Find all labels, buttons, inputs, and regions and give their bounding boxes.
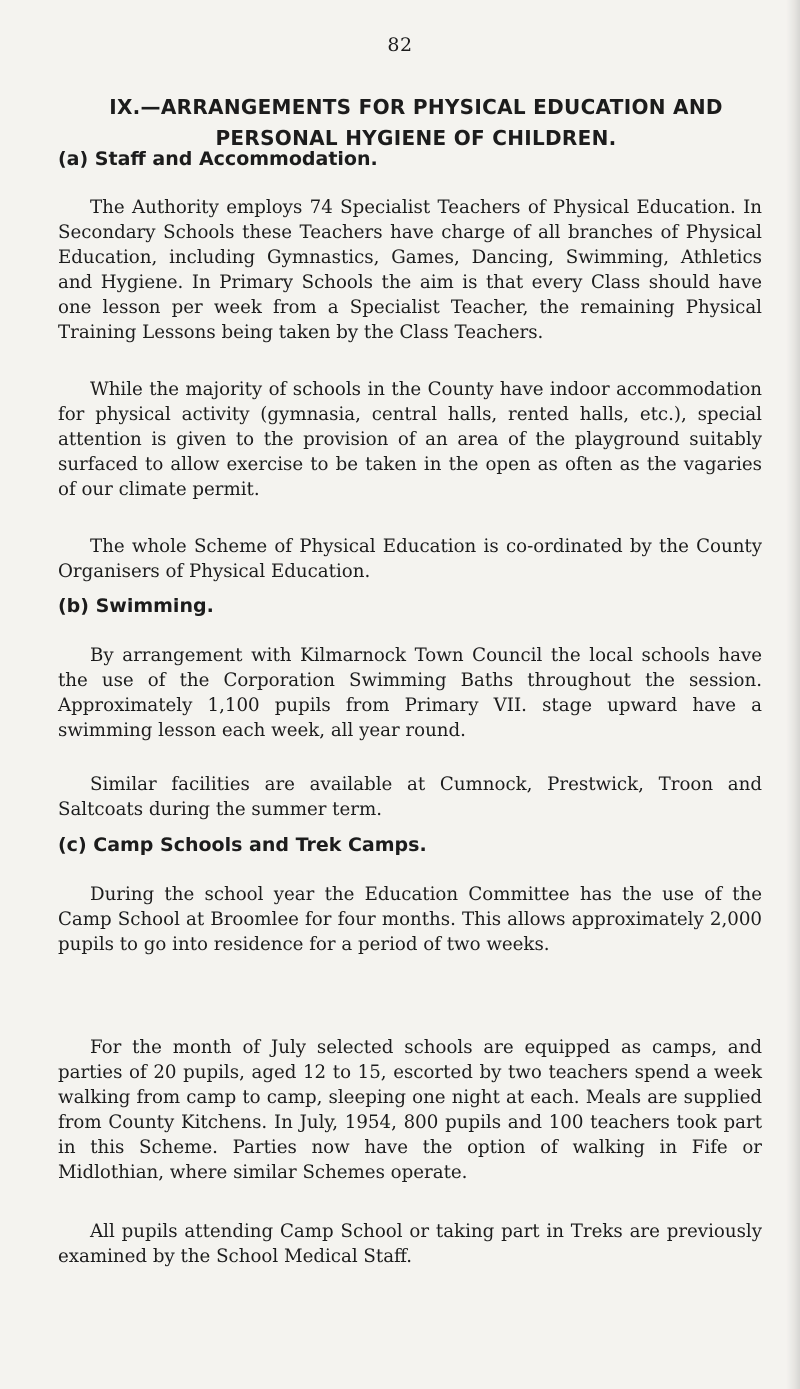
paragraph-indoor-accommodation: While the majority of schools in the County have indoor accommodation for physical activity (gymnasia, central halls, rented halls, etc.), special attention is given to the provision of an area of the playground suitably surfaced to allow exercise to be taken in the open as often as the vagaries of our climate permit.	[58, 379, 762, 500]
page-edge-shadow	[786, 0, 800, 1389]
paragraph-kilmarnock-baths: By arrangement with Kilmarnock Town Council the local schools have the use of the Corporation Swimming Baths throughout the session. Approximately 1,100 pupils from Primary VII. stage upward have a swimming lesson each week, all year round.	[58, 645, 762, 741]
paragraph-july-treks: For the month of July selected schools are equipped as camps, and parties of 20 pupils, aged 12 to 15, escorted by two teachers spend a week walking from camp to camp, sleeping one night at each. Meals are supplied from County Kitchens. In July, 1954, 800 pupils and 100 teachers took part in this Scheme. Parties now have the option of walking in Fife or Midlothian, where similar Schemes operate.	[58, 1037, 762, 1183]
paragraph-county-organisers: The whole Scheme of Physical Education is co-ordinated by the County Organisers of Physical Education.	[58, 536, 762, 582]
paragraph-similar-facilities: Similar facilities are available at Cumnock, Prestwick, Troon and Saltcoats during the summer term.	[58, 774, 762, 820]
chapter-title: IX.—ARRANGEMENTS FOR PHYSICAL EDUCATION AND PERSONAL HYGIENE OF CHILDREN.	[109, 95, 723, 150]
page-number: 82	[387, 34, 413, 56]
section-heading-staff-accommodation: (a) Staff and Accommodation.	[58, 148, 378, 170]
paragraph-specialist-teachers: The Authority employs 74 Specialist Teachers of Physical Education. In Secondary Schools these Teachers have charge of all branches of Physical Education, including Gymnastics, Games, Dancing, Swimming, Athletics and Hygiene. In Primary Schools the aim is that every Class should have one lesson per week from a Specialist Teacher, the remaining Physical Training Lessons being taken by the Class Teachers.	[58, 197, 762, 343]
paragraph-broomlee-camp: During the school year the Education Committee has the use of the Camp School at Broomlee for four months. This allows approximately 2,000 pupils to go into residence for a period of two weeks.	[58, 884, 762, 955]
section-heading-camp-schools: (c) Camp Schools and Trek Camps.	[58, 834, 427, 856]
paragraph-medical-examination: All pupils attending Camp School or taking part in Treks are previously examined by the School Medical Staff.	[58, 1221, 762, 1267]
section-heading-swimming: (b) Swimming.	[58, 595, 214, 617]
